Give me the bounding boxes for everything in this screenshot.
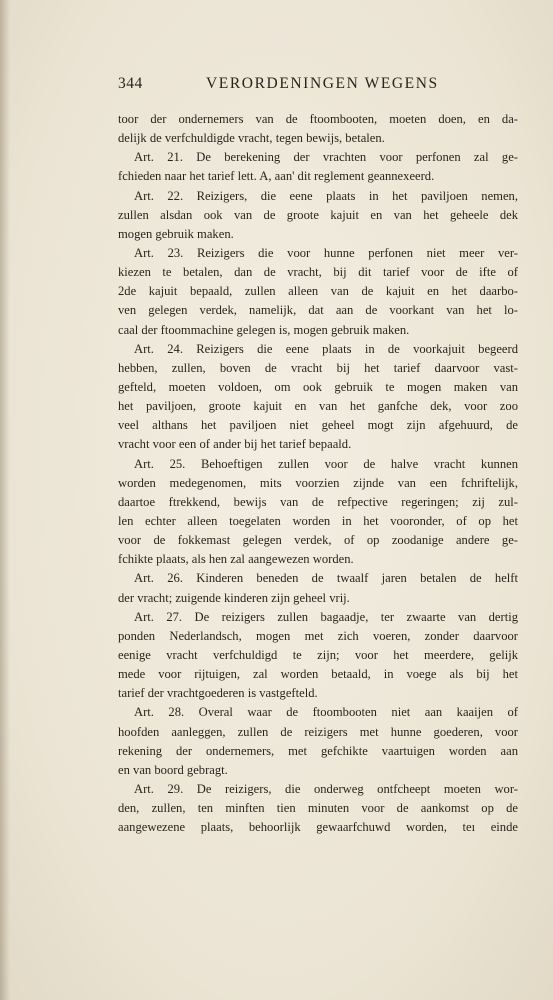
text-line: vracht voor een of ander bij het tarief bepaald. (118, 437, 352, 452)
text-line: kiezen te betalen, dan de vracht, bij dit tarief voor de ifte of (118, 265, 518, 280)
text-line: zullen alsdan ook van de groote kajuit en van het geheele dek (118, 207, 518, 222)
text-line: 2de kajuit bepaald, zullen alleen van de kajuit en het daarbo- (118, 284, 518, 299)
text-line: Art. 23. Reizigers die voor hunne perfonen niet meer ver- (134, 245, 518, 260)
text-line: caal der ftoommachine gelegen is, mogen gebruik maken. (118, 322, 410, 337)
text-line: hebben, zullen, boven de vracht bij het tarief daarvoor vast- (118, 360, 518, 375)
text-line: den, zullen, ten minften tien minuten voor de aankomst op de (118, 801, 518, 816)
text-line: Art. 27. De reizigers zullen bagaadje, ter zwaarte van dertig (134, 609, 518, 624)
text-line: rekening der ondernemers, met gefchikte vaartuigen worden aan (118, 743, 518, 758)
text-line: daartoe ftrekkend, bewijs van de refpective regeringen; zij zul- (118, 494, 518, 509)
text-line: Art. 28. Overal waar de ftoombooten niet aan kaaijen of (134, 705, 518, 720)
text-line: Art. 26. Kinderen beneden de twaalf jaren betalen de helft (134, 571, 518, 586)
text-line: hoofden aanleggen, zullen de reizigers met hunne goederen, voor (118, 724, 518, 739)
text-line: delijk de verfchuldigde vracht, tegen bewijs, betalen. (118, 131, 385, 146)
text-line: tarief der vrachtgoederen is vastgefteld. (118, 686, 318, 701)
text-line: fchikte plaats, als hen zal aangewezen worden. (118, 552, 354, 567)
text-line: mogen gebruik maken. (118, 226, 234, 241)
text-line: ponden Nederlandsch, mogen met zich voeren, zonder daarvoor (118, 628, 518, 643)
text-line: aangewezene plaats, behoorlijk gewaarfchuwd worden, teı einde (118, 820, 518, 835)
text-line: en van boord gebragt. (118, 762, 228, 777)
text-line: veel althans het paviljoen niet geheel mogt zijn afgehuurd, de (118, 418, 518, 433)
text-line: der vracht; zuigende kinderen zijn geheel vrij. (118, 590, 350, 605)
text-line: het paviljoen, groote kajuit en van het ganfche dek, voor zoo (118, 399, 518, 414)
running-title: VERORDENINGEN WEGENS (206, 75, 439, 92)
text-line: len echter alleen toegelaten worden in het vooronder, of op het (118, 513, 518, 528)
text-line: worden medegenomen, mits voorzien zijnde van een fchriftelijk, (118, 475, 518, 490)
text-line: toor der ondernemers van de ftoombooten, moeten doen, en da- (118, 112, 518, 126)
page-number: 344 (118, 75, 143, 92)
body-text (118, 110, 518, 837)
text-line: eenige vracht verfchuldigd te zijn; voor het meerdere, gelijk (118, 647, 518, 662)
text-line: Art. 22. Reizigers, die eene plaats in het paviljoen nemen, (134, 188, 518, 203)
text-line: fchieden naar het tarief lett. A, aan' dit reglement geannexeerd. (118, 169, 435, 184)
text-line: Art. 24. Reizigers die eene plaats in de voorkajuit begeerd (134, 341, 518, 356)
text-line: gefteld, moeten voldoen, om ook gebruik te mogen maken van (118, 379, 518, 394)
text-line: Art. 29. De reizigers, die onderweg ontfcheept moeten wor- (134, 781, 518, 796)
text-line: mede voor rijtuigen, zal worden betaald, in voege als bij het (118, 667, 518, 682)
text-line: voor de fokkemast gelegen verdek, of op zoodanige andere ge- (118, 533, 518, 548)
text-line: ven gelegen verdek, namelijk, dat aan de voorkant van het lo- (118, 303, 518, 318)
page-gutter-shadow (0, 0, 10, 1000)
text-line: Art. 21. De berekening der vrachten voor perfonen zal ge- (134, 150, 518, 165)
text-line: Art. 25. Behoeftigen zullen voor de halve vracht kunnen (134, 456, 518, 471)
